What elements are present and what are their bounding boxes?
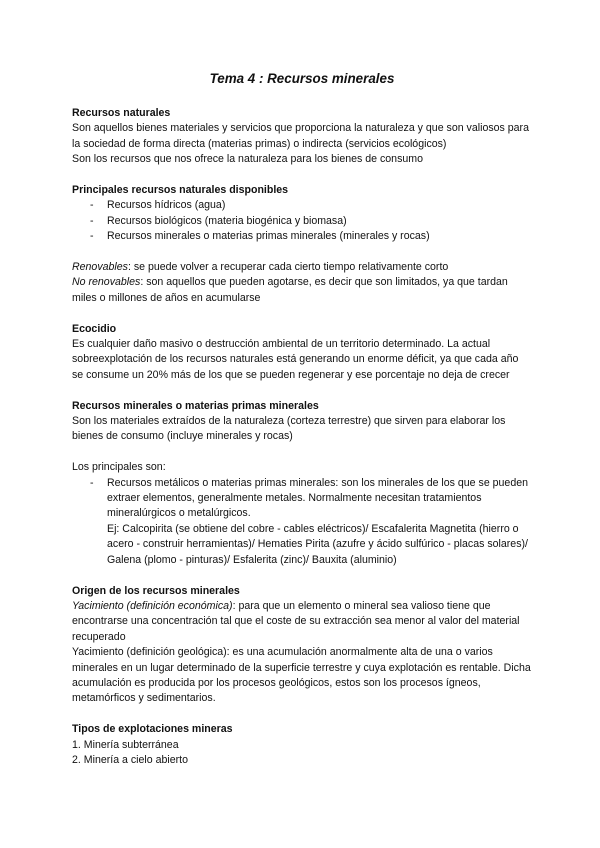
definition-renovables: : se puede volver a recuperar cada cierto tiempo relativamente corto [127,261,449,274]
list-item: - Recursos minerales o materias primas minerales (minerales y rocas) [90,229,532,244]
section-recursos-naturales [72,106,532,168]
section-heading: Principales recursos naturales disponibles [72,184,289,197]
section-recursos-minerales [72,399,532,568]
paragraph: Son aquellos bienes materiales y servicios que proporciona la naturaleza y que son valiosos para la sociedad de forma directa (materias primas) o indirecta (servicios ecológicos) [72,122,529,150]
list-item: 2. Minería a cielo abierto [72,753,189,766]
section-heading: Tipos de explotaciones mineras [72,723,233,736]
paragraph: Es cualquier daño masivo o destrucción ambiental de un territorio determinado. La actual sobreexplotación de los recursos naturales está generando un enorme déficit, ya que cada año se consume un 20% más de los que se pueden regenerar y ese porcentaje no deja de crecer [72,338,519,381]
list-item [90,476,532,568]
list-item-example: Ej: Calcopirita (se obtiene del cobre - cables eléctricos)/ Escafalerita Magnetita (hierro o acero - construir herramientas)/ Hematies Pirita (azufre y ácido sulfúrico - placas solares)/ Galena (plomo - pinturas)/ Esfalerita (zinc)/ Bauxita (aluminio) [107,522,528,566]
term-renovables: Renovables [72,261,128,274]
paragraph-renovables [72,260,532,275]
document-title: Tema 4 : Recursos minerales [209,71,395,86]
term-no-renovables: No renovables [72,276,141,289]
list-item-text: Recursos metálicos o materias primas minerales: son los minerales de los que se pueden extraer elementos, generalmente metales. Normalmente necesitan tratamientos mineralúrgicos o metalúrgicos. [107,476,529,520]
list-item: 1. Minería subterránea [72,738,179,751]
paragraph-yacimiento-geologica: Yacimiento (definición geológica): es una acumulación anormalmente alta de una o varios minerales en un lugar determinado de la superficie terrestre y cuya explotación es rentable. Dicha acumulación es producida por los procesos geológicos, estos son los procesos ígneos, metamórficos y sedimentarios. [72,646,531,705]
definition-no-renovables: : son aquellos que pueden agotarse, es decir que son limitados, ya que tardan miles o millones de años en acumularse [72,276,508,304]
dash-list [72,198,532,244]
document-page [72,70,532,784]
section-heading: Recursos minerales o materias primas minerales [72,399,319,412]
section-principales-recursos [72,183,532,245]
paragraph: Son los materiales extraídos de la naturaleza (corteza terrestre) que sirven para elaborar los bienes de consumo (incluye minerales y rocas) [72,415,506,443]
section-heading: Recursos naturales [72,107,171,119]
dash-list [72,476,532,568]
paragraph-yacimiento-economica [72,599,532,645]
section-heading: Ecocidio [72,322,117,335]
section-ecocidio [72,322,532,384]
definition-yacimiento-economica: : para que un elemento o mineral sea valioso tiene que encontrarse una concentración tal que el coste de su extracción sea menor al valor del material recuperado [72,599,520,643]
paragraph-no-renovables [72,275,532,306]
section-tipos-explotaciones [72,722,532,768]
term-yacimiento-economica: Yacimiento (definición económica) [72,599,233,612]
section-heading: Origen de los recursos minerales [72,584,240,597]
paragraph: Los principales son: [72,461,166,474]
section-renovables [72,260,532,306]
paragraph: Son los recursos que nos ofrece la naturaleza para los bienes de consumo [72,153,423,166]
spacer [72,445,532,460]
section-origen [72,584,532,707]
list-item: - Recursos hídricos (agua) [90,198,532,213]
list-item: - Recursos biológicos (materia biogénica y biomasa) [90,214,532,229]
